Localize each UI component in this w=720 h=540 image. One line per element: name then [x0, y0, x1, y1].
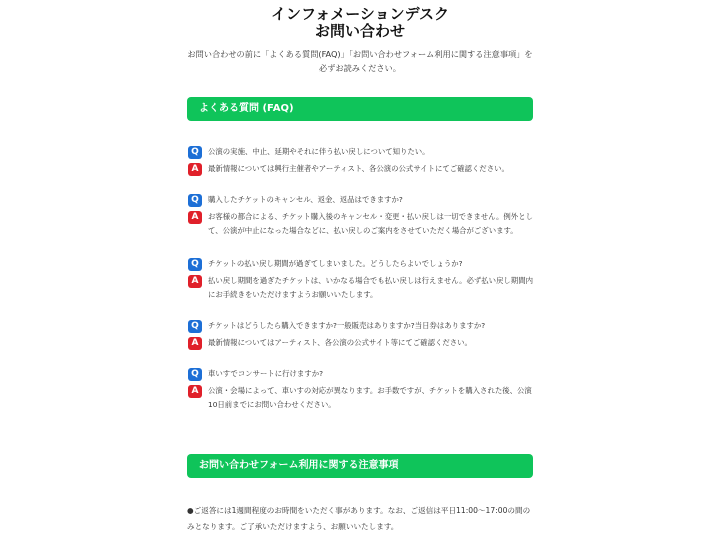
faq-item: [188, 257, 538, 303]
answer-text: 最新情報については興行主催者やアーティスト、各公演の公式サイトにてご確認ください。: [208, 163, 509, 173]
answer-badge: A: [188, 163, 202, 176]
answer-text: 払い戻し期間を過ぎたチケットは、いかなる場合でも払い戻しは行えません。必ず払い戻し期間内にお手続きをいただけますようお願いいたします。: [208, 275, 533, 299]
question-text: 車いすでコンサートに行けますか?: [208, 369, 324, 378]
answer-text: 最新情報についてはアーティスト、各公演の公式サイト等にてご確認ください。: [208, 337, 472, 347]
faq-item: [188, 319, 538, 350]
faq-answer: [188, 274, 538, 303]
page-title-line1: インフォメーションデスク: [270, 5, 450, 23]
question-text: 公演の実施、中止、延期やそれに伴う払い戻しについて知りたい。: [208, 147, 430, 156]
faq-answer: [188, 336, 538, 351]
faq-question: [188, 257, 538, 272]
faq-section-heading: よくある質問 (FAQ): [187, 97, 533, 121]
question-text: チケットはどうしたら購入できますか?一般販売はありますか?当日券はありますか?: [208, 321, 486, 330]
question-badge: Q: [188, 146, 202, 159]
faq-question: [188, 319, 538, 334]
question-text: チケットの払い戻し期間が過ぎてしまいました。どうしたらよいでしょうか?: [208, 259, 463, 268]
faq-item: [188, 145, 538, 176]
notice-section-heading: お問い合わせフォーム利用に関する注意事項: [187, 454, 533, 478]
notice-text: ●ご返答には1週間程度のお時間をいただく事があります。なお、ご返信は平日11:00〜17:00の間のみとなります。ご了承いただけますよう、お願いいたします。: [187, 506, 531, 531]
faq-question: [188, 367, 538, 382]
faq-item: [188, 367, 538, 413]
answer-badge: A: [188, 211, 202, 224]
faq-question: [188, 193, 538, 208]
faq-item: [188, 193, 538, 239]
faq-answer: [188, 384, 538, 413]
faq-question: [188, 145, 538, 160]
question-badge: Q: [188, 194, 202, 207]
faq-answer: [188, 210, 538, 239]
question-badge: Q: [188, 320, 202, 333]
faq-answer: [188, 162, 538, 177]
answer-text: 公演・会場によって、車いすの対応が異なります。お手数ですが、チケットを購入された後、公演10日前までにお問い合わせください。: [208, 385, 532, 409]
intro-text: お問い合わせの前に「よくある質問(FAQ)」「お問い合わせフォーム利用に関する注意事項」を必ずお読みください。: [187, 49, 533, 73]
question-badge: Q: [188, 368, 202, 381]
answer-badge: A: [188, 337, 202, 350]
answer-badge: A: [188, 385, 202, 398]
question-text: 購入したチケットのキャンセル、返金、返品はできますか?: [208, 195, 403, 204]
page-title-line2: お問い合わせ: [314, 22, 405, 40]
page-title: [0, 6, 720, 40]
answer-badge: A: [188, 275, 202, 288]
answer-text: お客様の都合による、チケット購入後のキャンセル・変更・払い戻しは一切できません。例外として、公演が中止になった場合などに、払い戻しのご案内をさせていただく場合がございます。: [208, 211, 533, 235]
question-badge: Q: [188, 258, 202, 271]
